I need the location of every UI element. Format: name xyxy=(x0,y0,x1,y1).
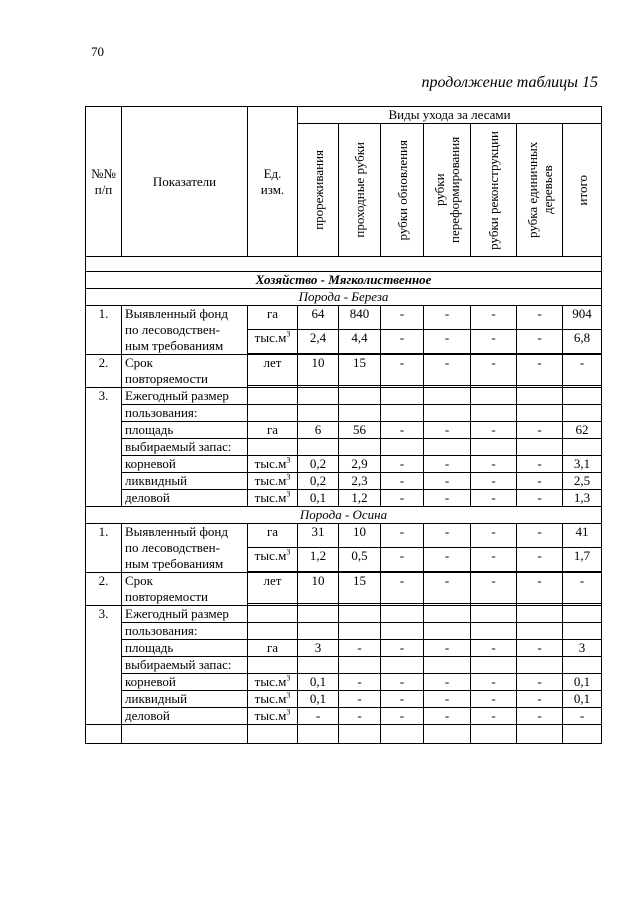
value-cell: 904 xyxy=(563,306,602,330)
value-cell: - xyxy=(424,674,471,691)
value-cell: - xyxy=(471,306,517,330)
value-cell: - xyxy=(381,640,424,657)
value-cell: - xyxy=(381,524,424,548)
value-cell: 15 xyxy=(339,573,381,604)
value-cell: 10 xyxy=(298,355,339,386)
value-cell: 3 xyxy=(298,640,339,657)
value-cell: - xyxy=(424,708,471,725)
species-title: Порода - Осина xyxy=(86,507,602,524)
table-row xyxy=(86,306,602,330)
indicator-label: Срок повторяемости xyxy=(122,355,248,388)
empty-cell xyxy=(381,657,424,674)
indicator-label: выбираемый запас: xyxy=(122,439,248,456)
table-row xyxy=(86,490,602,507)
value-cell: - xyxy=(517,547,563,571)
value-cell: 6 xyxy=(298,422,339,439)
page-number: 70 xyxy=(91,44,104,59)
empty-cell xyxy=(298,657,339,674)
header-unit: Ед. изм. xyxy=(248,107,298,257)
empty-cell xyxy=(248,657,298,674)
value-cell: - xyxy=(517,573,563,604)
empty-cell xyxy=(248,439,298,456)
table-caption: продолжение таблицы 15 xyxy=(421,74,598,91)
value-cell: 2,9 xyxy=(339,456,381,473)
value-cell: 2,4 xyxy=(298,329,339,353)
table-row xyxy=(86,388,602,405)
value-cell: 3 xyxy=(563,640,602,657)
indicator-label: пользования: xyxy=(122,405,248,422)
value-cell: 840 xyxy=(339,306,381,330)
empty-cell xyxy=(517,725,563,744)
forest-care-table xyxy=(85,106,602,744)
empty-cell xyxy=(563,388,602,405)
unit-cell: га xyxy=(248,524,298,548)
empty-cell xyxy=(517,388,563,405)
row-number: 1. xyxy=(86,524,122,573)
value-cell: - xyxy=(471,524,517,548)
value-cell: - xyxy=(339,640,381,657)
value-cell: - xyxy=(471,674,517,691)
empty-cell xyxy=(339,405,381,422)
empty-cell xyxy=(563,623,602,640)
header-num: №№ п/п xyxy=(86,107,122,257)
unit-cell: $тыс.м^3$ xyxy=(248,691,298,708)
empty-cell xyxy=(424,439,471,456)
empty-cell xyxy=(122,725,248,744)
indicator-label: Срок повторяемости xyxy=(122,573,248,606)
value-cell: - xyxy=(517,674,563,691)
value-cell: 0,1 xyxy=(563,674,602,691)
unit-cell: $тыс.м^3$ xyxy=(248,708,298,725)
value-cell: - xyxy=(471,456,517,473)
value-cell: - xyxy=(517,708,563,725)
value-cell: - xyxy=(424,473,471,490)
value-cell: 0,2 xyxy=(298,456,339,473)
empty-cell xyxy=(248,388,298,405)
value-cell: - xyxy=(424,547,471,571)
value-cell: 1,2 xyxy=(298,547,339,571)
value-cell: - xyxy=(424,355,471,386)
header-type-2: рубки обновления xyxy=(381,124,424,257)
value-cell: - xyxy=(471,547,517,571)
value-cell: - xyxy=(517,329,563,353)
indicator-label: площадь xyxy=(122,422,248,439)
indicator-label: деловой xyxy=(122,708,248,725)
empty-cell xyxy=(563,439,602,456)
value-cell: 31 xyxy=(298,524,339,548)
empty-cell xyxy=(381,623,424,640)
unit-cell: $тыс.м^3$ xyxy=(248,456,298,473)
value-cell: - xyxy=(424,422,471,439)
empty-cell xyxy=(381,439,424,456)
value-cell: - xyxy=(424,640,471,657)
value-cell: 0,1 xyxy=(298,490,339,507)
empty-cell xyxy=(517,405,563,422)
unit-cell: лет xyxy=(248,573,298,604)
header-type-3: рубки переформирования xyxy=(424,124,471,257)
table-row xyxy=(86,524,602,548)
value-cell: - xyxy=(381,422,424,439)
table-row xyxy=(86,640,602,657)
value-cell: - xyxy=(471,422,517,439)
value-cell: 0,2 xyxy=(298,473,339,490)
indicator-label: корневой xyxy=(122,456,248,473)
empty-cell xyxy=(424,388,471,405)
value-cell: - xyxy=(381,547,424,571)
value-cell: - xyxy=(424,306,471,330)
species-title: Порода - Береза xyxy=(86,289,602,306)
empty-cell xyxy=(339,725,381,744)
value-cell: - xyxy=(517,422,563,439)
empty-cell xyxy=(424,725,471,744)
value-cell: - xyxy=(517,306,563,330)
empty-cell xyxy=(339,439,381,456)
empty-cell xyxy=(471,623,517,640)
indicator-label: Выявленный фонд по лесоводствен- ным требованиям xyxy=(122,524,248,573)
empty-cell xyxy=(248,405,298,422)
value-cell: - xyxy=(471,640,517,657)
empty-cell xyxy=(517,606,563,623)
empty-cell xyxy=(339,606,381,623)
empty-cell xyxy=(517,623,563,640)
value-cell: - xyxy=(517,524,563,548)
empty-cell xyxy=(298,623,339,640)
value-cell: 6,8 xyxy=(563,329,602,353)
empty-cell xyxy=(381,388,424,405)
table-row xyxy=(86,473,602,490)
spacer-row xyxy=(86,257,602,272)
row-number: 2. xyxy=(86,573,122,606)
empty-cell xyxy=(339,657,381,674)
value-cell: - xyxy=(471,691,517,708)
header-type-6: итого xyxy=(563,124,602,257)
value-cell: - xyxy=(381,674,424,691)
value-cell: 0,1 xyxy=(563,691,602,708)
unit-cell: га xyxy=(248,306,298,330)
value-cell: - xyxy=(471,329,517,353)
table-row xyxy=(86,456,602,473)
empty-cell xyxy=(424,405,471,422)
value-cell: - xyxy=(339,691,381,708)
empty-cell xyxy=(248,725,298,744)
indicator-label: ликвидный xyxy=(122,473,248,490)
value-cell: - xyxy=(471,473,517,490)
value-cell: - xyxy=(563,708,602,725)
value-cell: - xyxy=(381,306,424,330)
value-cell: 0,1 xyxy=(298,691,339,708)
value-cell: - xyxy=(563,573,602,604)
empty-cell xyxy=(471,388,517,405)
value-cell: 0,5 xyxy=(339,547,381,571)
empty-cell xyxy=(381,405,424,422)
empty-cell xyxy=(424,606,471,623)
empty-cell xyxy=(471,657,517,674)
header-type-0: прореживания xyxy=(298,124,339,257)
unit-cell: га xyxy=(248,422,298,439)
value-cell: - xyxy=(424,490,471,507)
table-row xyxy=(86,708,602,725)
value-cell: - xyxy=(424,573,471,604)
empty-cell xyxy=(471,606,517,623)
indicator-label: корневой xyxy=(122,674,248,691)
empty-cell xyxy=(517,439,563,456)
empty-cell xyxy=(563,405,602,422)
header-group: Виды ухода за лесами xyxy=(298,107,602,124)
empty-cell xyxy=(86,725,122,744)
empty-cell xyxy=(517,657,563,674)
value-cell: 4,4 xyxy=(339,329,381,353)
indicator-label: ликвидный xyxy=(122,691,248,708)
value-cell: - xyxy=(381,708,424,725)
empty-cell xyxy=(298,606,339,623)
value-cell: - xyxy=(424,329,471,353)
empty-cell xyxy=(298,725,339,744)
unit-cell: га xyxy=(248,640,298,657)
empty-cell xyxy=(424,623,471,640)
empty-cell xyxy=(381,725,424,744)
table-row xyxy=(86,606,602,623)
empty-cell xyxy=(471,405,517,422)
value-cell: - xyxy=(517,473,563,490)
value-cell: - xyxy=(381,456,424,473)
value-cell: - xyxy=(517,691,563,708)
table-row xyxy=(86,422,602,439)
row-number: 3. xyxy=(86,388,122,507)
row-number: 3. xyxy=(86,606,122,725)
value-cell: - xyxy=(381,573,424,604)
header-indicator: Показатели xyxy=(122,107,248,257)
value-cell: - xyxy=(381,473,424,490)
table-row xyxy=(86,657,602,674)
header-type-1: проходные рубки xyxy=(339,124,381,257)
value-cell: - xyxy=(471,573,517,604)
empty-cell xyxy=(471,439,517,456)
unit-cell: $тыс.м^3$ xyxy=(248,329,298,353)
value-cell: 1,3 xyxy=(563,490,602,507)
value-cell: - xyxy=(471,355,517,386)
table-row xyxy=(86,573,602,604)
empty-cell xyxy=(381,606,424,623)
indicator-label: Выявленный фонд по лесоводствен- ным требованиям xyxy=(122,306,248,355)
value-cell: - xyxy=(339,674,381,691)
empty-cell xyxy=(298,388,339,405)
value-cell: 0,1 xyxy=(298,674,339,691)
value-cell: - xyxy=(381,355,424,386)
value-cell: - xyxy=(471,490,517,507)
table-row xyxy=(86,439,602,456)
value-cell: - xyxy=(517,355,563,386)
value-cell: - xyxy=(471,708,517,725)
indicator-label: площадь xyxy=(122,640,248,657)
value-cell: - xyxy=(424,456,471,473)
empty-cell xyxy=(471,725,517,744)
table-row xyxy=(86,691,602,708)
value-cell: - xyxy=(298,708,339,725)
value-cell: - xyxy=(381,691,424,708)
indicator-label: деловой xyxy=(122,490,248,507)
empty-cell xyxy=(563,657,602,674)
value-cell: - xyxy=(517,456,563,473)
row-number: 2. xyxy=(86,355,122,388)
value-cell: - xyxy=(424,691,471,708)
empty-cell xyxy=(248,623,298,640)
value-cell: - xyxy=(381,329,424,353)
value-cell: - xyxy=(381,490,424,507)
empty-cell xyxy=(248,606,298,623)
value-cell: 3,1 xyxy=(563,456,602,473)
value-cell: - xyxy=(339,708,381,725)
unit-cell: $тыс.м^3$ xyxy=(248,674,298,691)
value-cell: 62 xyxy=(563,422,602,439)
value-cell: - xyxy=(517,640,563,657)
empty-cell xyxy=(298,405,339,422)
empty-cell xyxy=(563,725,602,744)
indicator-label: Ежегодный размер xyxy=(122,388,248,405)
unit-cell: лет xyxy=(248,355,298,386)
value-cell: 64 xyxy=(298,306,339,330)
value-cell: 1,2 xyxy=(339,490,381,507)
unit-cell: $тыс.м^3$ xyxy=(248,490,298,507)
value-cell: - xyxy=(517,490,563,507)
value-cell: - xyxy=(424,524,471,548)
section-title: Хозяйство - Мягколиственное xyxy=(86,272,602,289)
value-cell: 2,3 xyxy=(339,473,381,490)
header-type-4: рубки реконструкции xyxy=(471,124,517,257)
empty-cell xyxy=(424,657,471,674)
value-cell: 10 xyxy=(339,524,381,548)
unit-cell: $тыс.м^3$ xyxy=(248,473,298,490)
value-cell: 2,5 xyxy=(563,473,602,490)
header-type-5: рубка единичных деревьев xyxy=(517,124,563,257)
indicator-label: пользования: xyxy=(122,623,248,640)
value-cell: 56 xyxy=(339,422,381,439)
empty-cell xyxy=(339,388,381,405)
empty-cell xyxy=(563,606,602,623)
empty-cell xyxy=(339,623,381,640)
value-cell: 10 xyxy=(298,573,339,604)
value-cell: 41 xyxy=(563,524,602,548)
unit-cell: $тыс.м^3$ xyxy=(248,547,298,571)
value-cell: - xyxy=(563,355,602,386)
indicator-label: Ежегодный размер xyxy=(122,606,248,623)
indicator-label: выбираемый запас: xyxy=(122,657,248,674)
empty-cell xyxy=(298,439,339,456)
row-number: 1. xyxy=(86,306,122,355)
value-cell: 15 xyxy=(339,355,381,386)
table-row xyxy=(86,355,602,386)
value-cell: 1,7 xyxy=(563,547,602,571)
table-row xyxy=(86,674,602,691)
